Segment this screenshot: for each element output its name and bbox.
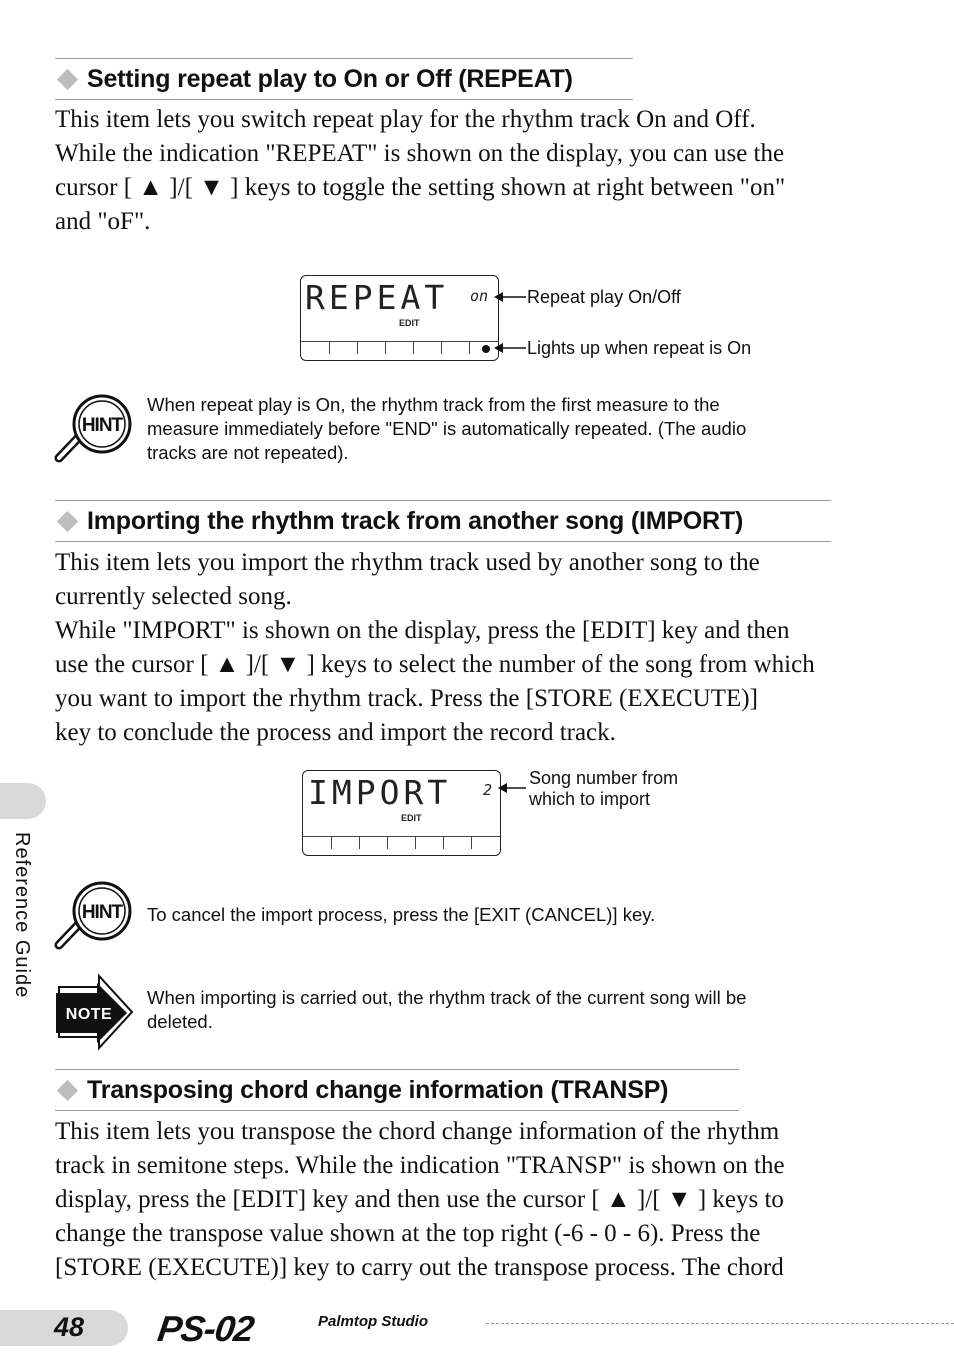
- lcd-value-text: 2: [483, 781, 493, 799]
- text-line: you want to import the rhythm track. Press the [STORE (EXECUTE)]: [55, 685, 758, 712]
- hint-badge-text: HINT: [81, 902, 123, 923]
- text-line: track in semitone steps. While the indication "TRANSP" is shown on the: [55, 1152, 785, 1179]
- text-line: which to import: [529, 789, 651, 809]
- repeat-indicator-dot-icon: [482, 345, 490, 353]
- lcd-tick: [471, 837, 472, 849]
- lcd-edit-indicator: EDIT: [401, 813, 422, 823]
- text-line: deleted.: [147, 1011, 213, 1032]
- footer-dashed-divider: [486, 1323, 954, 1324]
- lcd-main-text: REPEAT: [305, 278, 449, 317]
- section-title: Setting repeat play to On or Off (REPEAT): [87, 64, 573, 93]
- callout-arrow-import: [494, 778, 530, 800]
- lcd-tick: [413, 342, 414, 354]
- hint-text-repeat: [147, 393, 746, 465]
- lcd-main-text: IMPORT: [308, 773, 452, 812]
- text-line: This item lets you import the rhythm track used by another song to the: [55, 549, 760, 576]
- lcd-tick: [359, 837, 360, 849]
- lcd-display-repeat: [300, 275, 499, 361]
- callout-repeat-light: Lights up when repeat is On: [527, 338, 752, 358]
- lcd-tick: [387, 837, 388, 849]
- text-line: While the indication "REPEAT" is shown on the display, you can use the: [55, 140, 785, 167]
- text-line: measure immediately before "END" is automatically repeated. (The audio: [147, 418, 747, 439]
- section-heading-transp: [55, 1069, 739, 1111]
- text-line: change the transpose value shown at the top right (-6 - 0 - 6). Press the: [55, 1220, 761, 1247]
- diamond-bullet-icon: [57, 68, 78, 89]
- lcd-tick: [443, 837, 444, 849]
- transp-body-text: [55, 1115, 785, 1285]
- lcd-display-import: [302, 770, 501, 856]
- lcd-tick: [329, 342, 330, 354]
- text-line: When importing is carried out, the rhythm track of the current song will be: [147, 987, 747, 1008]
- callout-repeat-on-off: Repeat play On/Off: [527, 287, 681, 307]
- lcd-value-text: on: [470, 287, 489, 305]
- hint-badge-text: HINT: [81, 415, 123, 436]
- lcd-measure-bar: [303, 836, 500, 855]
- callout-song-number: [529, 768, 678, 810]
- note-badge-text: NOTE: [65, 1006, 113, 1023]
- lcd-tick: [469, 342, 470, 354]
- text-line: use the cursor [ ▲ ]/[ ▼ ] keys to select the number of the song from which: [55, 651, 815, 678]
- lcd-measure-bar: [301, 341, 498, 360]
- text-line: To cancel the import process, press the [EXIT (CANCEL)] key.: [147, 904, 656, 925]
- side-tab: [0, 783, 46, 819]
- hint-text-import: [147, 903, 655, 927]
- product-logo-subtitle: Palmtop Studio: [318, 1313, 428, 1330]
- lcd-tick: [331, 837, 332, 849]
- text-line: currently selected song.: [55, 583, 292, 610]
- text-line: tracks are not repeated).: [147, 442, 349, 463]
- repeat-body-text: [55, 103, 785, 239]
- import-body-text: [55, 546, 815, 750]
- text-line: [STORE (EXECUTE)] key to carry out the transpose process. The chord: [55, 1254, 784, 1281]
- text-line: When repeat play is On, the rhythm track from the first measure to the: [147, 394, 720, 415]
- diamond-bullet-icon: [57, 510, 78, 531]
- text-line: cursor [ ▲ ]/[ ▼ ] keys to toggle the setting shown at right between "on": [55, 174, 786, 201]
- section-heading-import: [55, 500, 831, 542]
- lcd-edit-indicator: EDIT: [399, 318, 420, 328]
- text-line: key to conclude the process and import the record track.: [55, 719, 616, 746]
- diamond-bullet-icon: [57, 1079, 78, 1100]
- text-line: and "oF".: [55, 208, 151, 235]
- lcd-tick: [385, 342, 386, 354]
- lcd-tick: [415, 837, 416, 849]
- hint-magnifier-icon: [52, 879, 136, 953]
- text-line: Song number from: [529, 768, 679, 788]
- note-arrow-icon: [55, 973, 135, 1051]
- note-text-import: [147, 986, 746, 1034]
- callout-arrows-repeat: [490, 285, 530, 360]
- text-line: display, press the [EDIT] key and then use the cursor [ ▲ ]/[ ▼ ] keys to: [55, 1186, 784, 1213]
- section-title: Transposing chord change information (TRANSP): [87, 1075, 669, 1104]
- text-line: This item lets you switch repeat play for the rhythm track On and Off.: [55, 106, 756, 133]
- hint-magnifier-icon: [52, 392, 136, 466]
- section-heading-repeat: [55, 58, 633, 100]
- page-number: 48: [54, 1312, 85, 1342]
- text-line: This item lets you transpose the chord change information of the rhythm: [55, 1118, 780, 1145]
- lcd-tick: [357, 342, 358, 354]
- section-title: Importing the rhythm track from another song (IMPORT): [87, 506, 744, 535]
- product-logo: PS-02: [155, 1308, 257, 1349]
- text-line: While "IMPORT" is shown on the display, press the [EDIT] key and then: [55, 617, 790, 644]
- lcd-tick: [441, 342, 442, 354]
- side-label-reference-guide: Reference Guide: [11, 832, 33, 999]
